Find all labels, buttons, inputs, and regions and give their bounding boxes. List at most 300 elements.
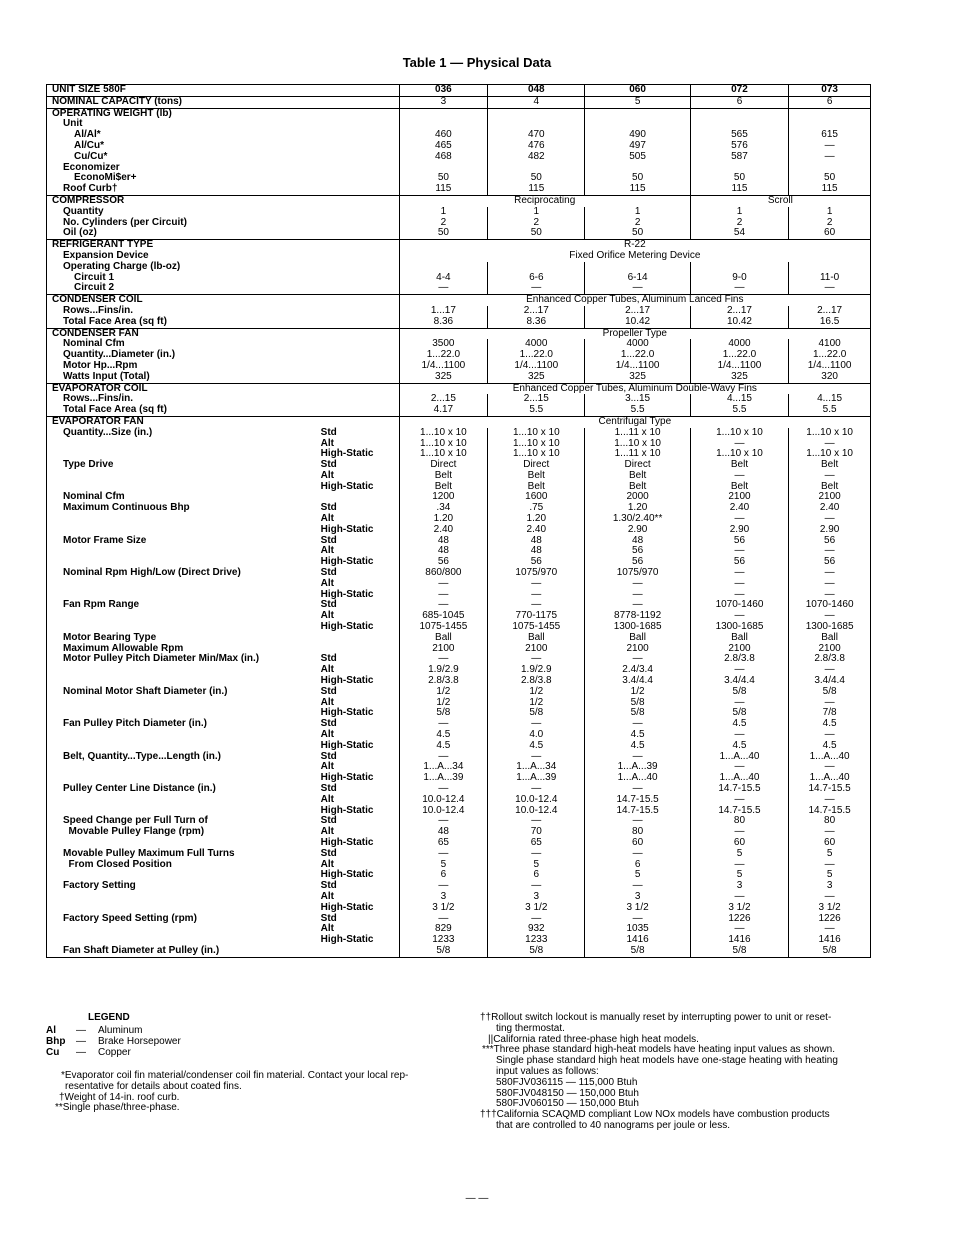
value: 115 (821, 183, 838, 195)
value: 685-1045 (422, 610, 465, 622)
value: Direct (523, 459, 550, 471)
condenser-coil-col-060 (585, 306, 690, 328)
evaporator-fan-variant: High-Static (320, 621, 374, 633)
value: 50 (632, 227, 644, 239)
unit-size-label: UNIT SIZE 580F (47, 85, 400, 97)
evaporator-fan-type-text: Centrifugal Type (598, 415, 672, 427)
value: 50 (632, 172, 644, 184)
value: 615 (821, 129, 838, 141)
footnote-input-values: input values as follows: (496, 1065, 599, 1077)
operating-weight-label: OPERATING WEIGHT (lb) (52, 107, 172, 119)
value: 1300-1685 (805, 621, 854, 633)
value: 5 (533, 858, 540, 870)
value: 7/8 (822, 707, 837, 719)
value: 60 (824, 836, 836, 848)
legend-dash: — (76, 1025, 86, 1036)
compressor-col-073 (789, 207, 871, 240)
value: 2100 (818, 491, 841, 503)
value: — (824, 761, 835, 773)
value: 5 (736, 847, 743, 859)
evaporator-fan-variant: High-Static (320, 480, 374, 492)
compressor-col-048 (488, 207, 585, 240)
value: 5/8 (529, 707, 544, 719)
value: 5.5 (630, 404, 645, 416)
refrigerant-label: Operating Charge (lb-oz) (63, 260, 181, 272)
condenser-coil-labels (47, 295, 400, 328)
value: 4.17 (433, 404, 454, 416)
value: 56 (632, 545, 644, 557)
value: 1/2 (529, 685, 544, 697)
value: 5/8 (732, 944, 747, 956)
value: — (531, 653, 542, 665)
capacity-row (47, 96, 871, 108)
evaporator-fan-variant: High-Static (320, 523, 374, 535)
value: 497 (629, 139, 646, 151)
condenser-coil-type-text: Enhanced Copper Tubes, Aluminum Lanced Fins (526, 294, 744, 306)
value: — (824, 588, 835, 600)
evaporator-fan-variant: Alt (320, 664, 334, 676)
value: 1 (826, 205, 833, 217)
value: — (824, 664, 835, 676)
compressor-col-036 (399, 207, 487, 240)
value: 1/4...1100 (717, 359, 762, 371)
evaporator-fan-variant: Alt (320, 610, 334, 622)
value: — (824, 139, 835, 151)
value: 1...A...39 (617, 761, 658, 773)
evaporator-fan-row-label (52, 514, 321, 525)
value: Ball (629, 631, 646, 643)
value: 2...15 (430, 393, 456, 405)
value: 2.90 (819, 523, 840, 535)
value: 4.5 (436, 729, 451, 741)
value: — (734, 567, 745, 579)
evaporator-fan-variant: Std (320, 718, 337, 730)
evaporator-fan-row-label: Type Drive (63, 459, 114, 471)
value: — (438, 577, 449, 589)
value: 1/4...1100 (615, 359, 660, 371)
legend-item (46, 1025, 181, 1036)
value: 468 (435, 150, 452, 162)
value: 5/8 (529, 944, 544, 956)
refrigerant-col-072 (690, 262, 789, 295)
evaporator-fan-row-label: Nominal Rpm High/Low (Direct Drive) (63, 567, 241, 579)
operating-weight-label: Roof Curb† (63, 183, 118, 195)
capacity-value: 4 (488, 96, 585, 108)
evaporator-fan-variant: High-Static (320, 556, 374, 568)
value: 2...17 (523, 304, 549, 316)
value: 1.9/2.9 (428, 664, 459, 676)
value: 576 (731, 139, 748, 151)
value: — (632, 599, 643, 611)
evaporator-fan-row-label: Nominal Motor Shaft Diameter (in.) (63, 685, 228, 697)
footnote-low-nox-cont: that are controlled to 40 nanograms per joule or less. (496, 1119, 731, 1131)
evaporator-fan-variant: Alt (320, 890, 334, 902)
evaporator-fan-variant: High-Static (320, 675, 374, 687)
operating-weight-label: Al/Al* (74, 129, 101, 141)
value: — (734, 513, 745, 525)
value: 1...A...40 (809, 750, 850, 762)
evaporator-fan-row-label (52, 665, 321, 676)
value: 3 (634, 890, 641, 902)
legend (46, 1012, 181, 1058)
value: — (824, 890, 835, 902)
evaporator-fan-row-label: Fan Shaft Diameter at Pulley (in.) (63, 944, 220, 956)
value: — (531, 750, 542, 762)
value: 1...10 x 10 (716, 448, 763, 460)
value: — (632, 588, 643, 600)
unit-size-072: 072 (690, 85, 789, 97)
value: — (438, 750, 449, 762)
value: 460 (435, 129, 452, 141)
footnote-model-048: 580FJV048150 — 150,000 Btuh (496, 1087, 639, 1099)
value: 1300-1685 (715, 621, 764, 633)
value: 10.42 (625, 315, 651, 327)
value: 115 (528, 183, 545, 195)
value: 5/8 (732, 707, 747, 719)
value: — (734, 761, 745, 773)
value: — (438, 282, 449, 294)
refrigerant-label: Expansion Device (63, 249, 149, 261)
value: — (438, 880, 449, 892)
value: Belt (628, 480, 647, 492)
footnote-fins-cont: resentative for details about coated fins. (65, 1080, 242, 1092)
refrigerant-label: Circuit 1 (74, 271, 115, 283)
evaporator-fan-variant: High-Static (320, 901, 374, 913)
value: — (531, 847, 542, 859)
evaporator-fan-variant: Alt (320, 696, 334, 708)
operating-weight-col-072 (690, 108, 789, 195)
evaporator-fan-row-label: From Closed Position (63, 858, 172, 870)
value: 1.20 (526, 513, 547, 525)
value: 10.0-12.4 (515, 804, 558, 816)
value: — (531, 577, 542, 589)
value: 770-1175 (515, 610, 558, 622)
value: 2.90 (627, 523, 648, 535)
value: 1/2 (630, 685, 645, 697)
evaporator-fan-labels (47, 416, 400, 957)
value: 2100 (432, 642, 455, 654)
footnote-model-060: 580FJV060150 — 150,000 Btuh (496, 1098, 639, 1110)
value: — (734, 890, 745, 902)
value: — (438, 599, 449, 611)
value: 1...A...34 (516, 761, 557, 773)
value: 3 (736, 880, 743, 892)
value: 2 (440, 216, 447, 228)
value: 48 (530, 534, 542, 546)
condenser-fan-col-036 (399, 339, 487, 383)
evaporator-fan-variant: High-Static (320, 448, 374, 460)
value: — (734, 545, 745, 557)
value: 48 (632, 534, 644, 546)
value: 325 (629, 370, 646, 382)
legend-meaning: Aluminum (98, 1025, 143, 1036)
evaporator-fan-variant: Std (320, 653, 337, 665)
evaporator-fan-row-label: Maximum Continuous Bhp (63, 502, 190, 514)
evaporator-fan-col-048 (488, 428, 585, 958)
footnote-phase: **Single phase/three-phase. (55, 1102, 180, 1114)
footnote-low-nox: †††California SCAQMD compliant Low NOx models have combustion products (480, 1109, 830, 1121)
value: — (824, 437, 835, 449)
evaporator-fan-row-label (52, 698, 321, 709)
refrigerant-type-text: R-22 (623, 239, 646, 251)
header-row (47, 85, 871, 97)
evaporator-fan-col-036 (399, 428, 487, 958)
legend-item (46, 1047, 181, 1058)
value: 1226 (728, 912, 751, 924)
value: 1...10 x 10 (806, 426, 853, 438)
condenser-coil-col-048 (488, 306, 585, 328)
value: 1...10 x 10 (512, 426, 560, 438)
compressor-label: COMPRESSOR (52, 194, 125, 206)
value: 56 (733, 556, 746, 568)
refrigerant-type (399, 240, 870, 262)
value: 1075-1455 (419, 621, 468, 633)
value: 1...A...34 (423, 761, 464, 773)
value: 5/8 (630, 944, 645, 956)
value: 482 (527, 150, 545, 162)
operating-weight-labels (47, 108, 400, 195)
evaporator-coil-col-036 (399, 394, 487, 416)
footnotes-right (480, 1013, 872, 1132)
value: 48 (437, 534, 449, 546)
value: 1...10 x 10 (806, 448, 853, 460)
value: 3 1/2 (728, 901, 751, 913)
value: 1 (736, 205, 743, 217)
condenser-fan-label: Watts Input (Total) (63, 370, 150, 382)
evaporator-fan-row-label: Movable Pulley Flange (rpm) (63, 826, 205, 838)
condenser-fan-label: Nominal Cfm (63, 338, 125, 350)
value: 54 (733, 227, 746, 239)
evaporator-fan-variant: Alt (320, 729, 334, 741)
operating-weight-col-036 (399, 108, 487, 195)
value: 1070-1460 (715, 599, 764, 611)
value: — (734, 923, 745, 935)
value: — (531, 599, 542, 611)
evaporator-fan-variant: Alt (320, 545, 334, 557)
value: 325 (731, 370, 748, 382)
value: 1035 (626, 923, 649, 935)
value: 16.5 (819, 315, 840, 327)
value: 565 (731, 129, 748, 141)
value: 50 (530, 227, 542, 239)
refrigerant-col-048 (488, 262, 585, 295)
condenser-fan-label: Motor Hp...Rpm (63, 359, 138, 371)
evaporator-fan-row-label (52, 579, 321, 590)
physical-data-table (46, 84, 871, 958)
value: 2 (826, 216, 833, 228)
value: 3 (826, 880, 833, 892)
evaporator-fan-variant: High-Static (320, 804, 374, 816)
value: 56 (437, 556, 449, 568)
value: 50 (824, 172, 836, 184)
value: — (632, 577, 643, 589)
value: 1070-1460 (805, 599, 854, 611)
value: — (438, 847, 449, 859)
evaporator-fan-row-label: Motor Pulley Pitch Diameter Min/Max (in.) (63, 653, 260, 665)
evaporator-fan-row-label: Movable Pulley Maximum Full Turns (63, 847, 235, 859)
evaporator-fan-type (399, 416, 870, 427)
value: Belt (821, 480, 839, 492)
evaporator-fan-row-label: Quantity...Size (in.) (63, 426, 153, 438)
value: Ball (731, 631, 748, 643)
evaporator-fan-row-label (52, 892, 321, 903)
value: 3 1/2 (626, 901, 649, 913)
evaporator-fan-row-label (52, 471, 321, 482)
value: 3.4/4.4 (814, 675, 845, 687)
value: 6-14 (627, 271, 648, 283)
evaporator-coil-labels (47, 383, 400, 416)
value: 1...10 x 10 (420, 448, 467, 460)
value: 325 (435, 370, 452, 382)
value: 5/8 (630, 707, 645, 719)
evaporator-fan-col-072 (690, 428, 789, 958)
value: 465 (435, 139, 452, 151)
evaporator-fan-variant (321, 946, 399, 957)
compressor-col-072 (690, 207, 789, 240)
operating-weight-label: Al/Cu* (74, 139, 104, 151)
evaporator-fan-row-label (52, 741, 321, 752)
value: — (632, 880, 643, 892)
value: — (531, 282, 542, 294)
value: 2.4/3.4 (622, 664, 653, 676)
value: 115 (629, 183, 646, 195)
evaporator-fan-variant: Alt (320, 437, 334, 449)
value: 10.0-12.4 (515, 793, 558, 805)
value: Belt (628, 469, 647, 481)
value: — (438, 912, 449, 924)
value: 5/8 (822, 685, 837, 697)
evaporator-fan-variant: High-Static (320, 869, 374, 881)
condenser-coil-col-036 (399, 306, 487, 328)
refrigerant-labels (47, 240, 400, 295)
legend-meaning: Copper (98, 1047, 131, 1058)
value: 60 (733, 836, 746, 848)
value: 70 (530, 826, 542, 838)
value: 6-6 (529, 271, 544, 283)
value: — (438, 588, 449, 600)
legend-item (46, 1036, 181, 1047)
value: 1.30/2.40** (612, 513, 663, 525)
condenser-fan-label: CONDENSER FAN (52, 327, 139, 339)
condenser-coil-col-072 (690, 306, 789, 328)
value: — (734, 588, 745, 600)
refrigerant-col-073 (789, 262, 871, 295)
value: 48 (437, 826, 449, 838)
value: 14.7-15.5 (616, 793, 659, 805)
evaporator-fan-variant: Std (320, 534, 337, 546)
value: 1...A...39 (423, 772, 464, 784)
value: 1...A...40 (809, 772, 850, 784)
evaporator-fan-variant: Alt (320, 577, 334, 589)
value: 1075/970 (616, 567, 659, 579)
value: 3 (533, 890, 540, 902)
value: — (824, 577, 835, 589)
value: 1/2 (529, 696, 544, 708)
value: 3.4/4.4 (622, 675, 653, 687)
value: 10.42 (726, 315, 752, 327)
value: 3 1/2 (818, 901, 841, 913)
footnote-fins: *Evaporator coil fin material/condenser coil fin material. Contact your local rep- (61, 1070, 409, 1081)
value: 8778-1192 (614, 610, 662, 622)
value: 115 (435, 183, 452, 195)
value: 1.9/2.9 (520, 664, 552, 676)
value: 470 (527, 129, 545, 141)
evaporator-fan-variant: Std (320, 880, 337, 892)
value: 14.7-15.5 (718, 804, 761, 816)
value: 1...A...40 (719, 750, 760, 762)
condenser-fan-label: Quantity...Diameter (in.) (63, 349, 176, 361)
value: Ball (435, 631, 452, 643)
value: 1200 (432, 491, 455, 503)
value: 2...17 (726, 304, 752, 316)
value: — (438, 653, 449, 665)
value: 2100 (728, 491, 751, 503)
evaporator-fan-row-label: Fan Rpm Range (63, 599, 140, 611)
value: 2 (634, 216, 641, 228)
value: 2 (736, 216, 743, 228)
value: — (632, 653, 643, 665)
value: — (824, 923, 835, 935)
operating-weight-label: Economizer (63, 161, 120, 173)
value: 4.5 (630, 739, 645, 751)
value: 2...15 (523, 393, 549, 405)
value: 1...10 x 10 (614, 437, 661, 449)
value: 14.7-15.5 (718, 783, 761, 794)
evaporator-fan-row-label (52, 924, 321, 935)
value: — (824, 513, 835, 525)
value: 60 (824, 227, 836, 239)
evaporator-fan-variant: High-Static (320, 707, 374, 719)
condenser-coil-col-073 (789, 306, 871, 328)
evaporator-fan-variant: Std (320, 847, 337, 859)
value: 4-4 (436, 271, 451, 283)
value: — (734, 858, 745, 870)
value: 60 (632, 836, 644, 848)
condenser-coil-label: Total Face Area (sq ft) (63, 315, 167, 327)
value: 9-0 (732, 271, 747, 283)
value: 1/4...1100 (514, 359, 559, 371)
value: 1300-1685 (613, 621, 662, 633)
value: 5 (736, 869, 743, 881)
value: 56 (824, 556, 836, 568)
value: 8.36 (433, 315, 454, 327)
evaporator-fan-row-label (52, 762, 321, 773)
value: 1075-1455 (512, 621, 561, 633)
value: 1416 (626, 934, 649, 946)
evaporator-fan-variant: Alt (320, 923, 334, 935)
value: 3500 (432, 338, 455, 350)
condenser-coil-label: CONDENSER COIL (52, 294, 143, 306)
value: — (632, 815, 643, 827)
page-number: — — (465, 1193, 489, 1204)
condenser-fan-labels (47, 328, 400, 383)
value: 10.0-12.4 (422, 804, 465, 816)
value: 5.5 (732, 404, 747, 416)
value: 4.5 (529, 739, 544, 751)
value: — (531, 815, 542, 827)
value: 56 (824, 534, 836, 546)
evaporator-fan-row-label (52, 546, 321, 557)
evaporator-fan-col-060 (585, 428, 690, 958)
refrigerant-type-text: Fixed Orifice Metering Device (569, 249, 701, 261)
evaporator-fan-variant: Std (320, 750, 337, 762)
capacity-value: 6 (789, 96, 871, 108)
evaporator-fan-variant: Alt (320, 469, 334, 481)
unit-size-036: 036 (399, 85, 487, 97)
evaporator-fan-section (47, 416, 871, 427)
value: 2.40 (819, 502, 840, 514)
value: 4.5 (822, 718, 837, 730)
